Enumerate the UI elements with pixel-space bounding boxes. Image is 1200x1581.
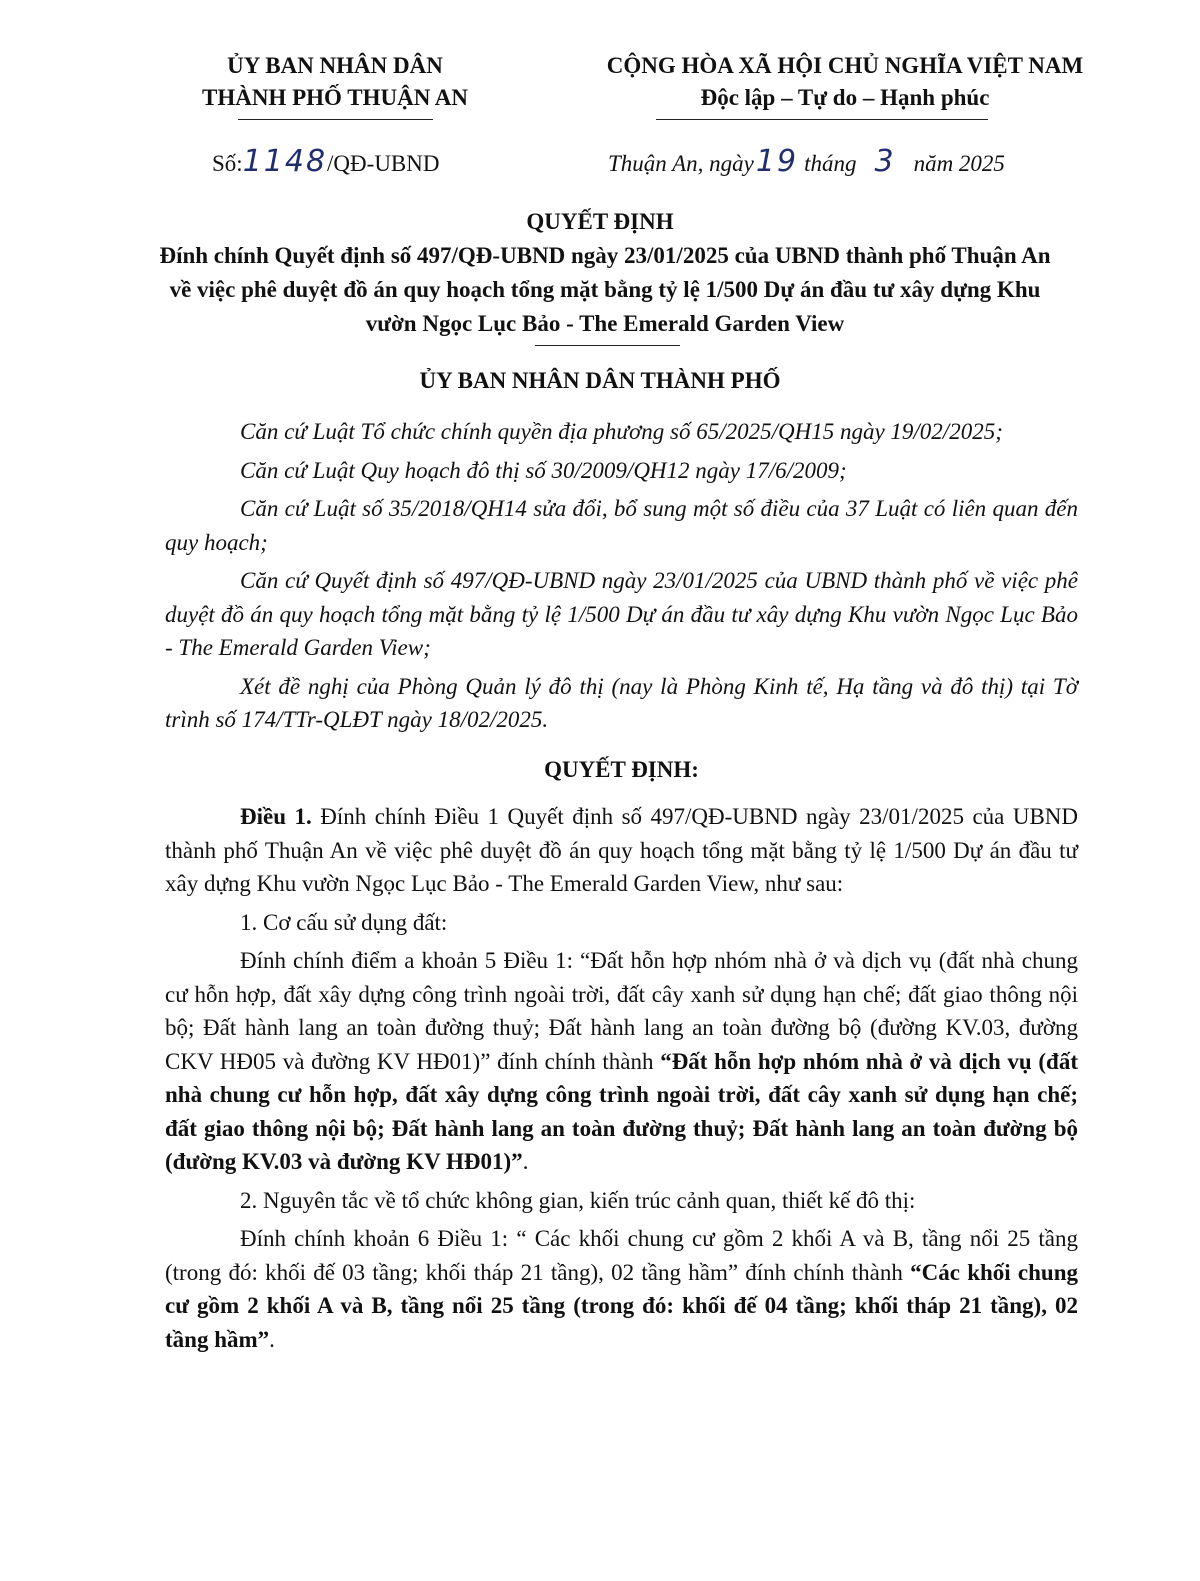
item-1-paragraph: [165, 944, 1078, 1179]
article-1-label: Điều 1.: [240, 804, 312, 829]
handwritten-day: 19: [755, 144, 799, 179]
document-subtitle: Đính chính Quyết định số 497/QĐ-UBND ngày 23/01/2025 của UBND thành phố Thuận An về việc phê duyệt đồ án quy hoạch tổng mặt bằng tỷ lệ 1/500 Dự án đầu tư xây dựng Khu vườn Ngọc Lục Bảo - The Emerald Garden View: [159, 243, 1051, 336]
item-2-heading: 2. Nguyên tắc về tổ chức không gian, kiến trúc cảnh quan, thiết kế đô thị:: [240, 1187, 916, 1213]
motto-underline: [656, 119, 988, 120]
item-2-text: Đính chính khoản 6 Điều 1: “ Các khối chung cư gồm 2 khối A và B, tầng nổi 25 tầng (trong đó: khối đế 03 tầng; khối tháp 21 tầng), 02 tầng hầm” đính chính thành: [165, 1226, 1078, 1285]
number-suffix: /QĐ-UBND: [327, 151, 440, 176]
article-1: [165, 800, 1078, 901]
handwritten-month: 3: [874, 144, 896, 179]
nation-line-2: Độc lập – Tự do – Hạnh phúc: [700, 85, 990, 110]
nation-line-1: CỘNG HÒA XÃ HỘI CHỦ NGHĨA VIỆT NAM: [606, 53, 1084, 78]
agency-line-1: ỦY BAN NHÂN DÂN: [227, 53, 443, 78]
handwritten-number: 1148: [242, 144, 328, 179]
item-2-paragraph: [165, 1222, 1078, 1356]
decision-heading: QUYẾT ĐỊNH:: [544, 756, 699, 782]
national-motto: [545, 50, 1145, 114]
date-suffix: năm 2025: [913, 151, 1005, 176]
item-1-text: Đính chính điểm a khoản 5 Điều 1: “Đất hỗn hợp nhóm nhà ở và dịch vụ (đất nhà chung cư hỗn hợp, đất xây dựng công trình ngoài trời, đất cây xanh sử dụng hạn chế; đất giao thông nội bộ; Đất hành lang an toàn đường thuỷ; Đất hành lang an toàn đường bộ (đường KV.03, đường CKV HĐ05 và đường KV HĐ01)” đính chính thành: [165, 948, 1078, 1074]
article-1-text: Đính chính Điều 1 Quyết định số 497/QĐ-UBND ngày 23/01/2025 của UBND thành phố Thuận An về việc phê duyệt đồ án quy hoạch tổng mặt bằng tỷ lệ 1/500 Dự án đầu tư xây dựng Khu vườn Ngọc Lục Bảo - The Emerald Garden View, như sau:: [165, 804, 1079, 896]
item-2-bold: “Các khối chung cư gồm 2 khối A và B, tầng nổi 25 tầng (trong đó: khối đế 04 tầng; khối tháp 21 tầng), 02 tầng hầm”: [165, 1259, 1078, 1352]
legal-basis-3: Căn cứ Luật số 35/2018/QH14 sửa đổi, bổ sung một số điều của 37 Luật có liên quan đến quy hoạch;: [165, 496, 1078, 555]
date-prefix: Thuận An, ngày: [608, 151, 754, 176]
item-1-heading: 1. Cơ cấu sử dụng đất:: [240, 909, 448, 935]
item-2-end: .: [269, 1326, 275, 1352]
legal-basis-2: Căn cứ Luật Quy hoạch đô thị số 30/2009/QH12 ngày 17/6/2009;: [240, 457, 847, 483]
date-mid: tháng: [804, 151, 857, 176]
agency-underline: [238, 119, 433, 120]
subtitle-underline: [535, 345, 680, 346]
item-1-end: .: [522, 1149, 529, 1174]
document-number: [212, 144, 440, 179]
legal-basis-5: Xét đề nghị của Phòng Quản lý đô thị (nay là Phòng Kinh tế, Hạ tầng và đô thị) tại Tờ trình số 174/TTr-QLĐT ngày 18/02/2025.: [165, 673, 1078, 732]
agency-line-2: THÀNH PHỐ THUẬN AN: [201, 85, 469, 110]
legal-basis-4: Căn cứ Quyết định số 497/QĐ-UBND ngày 23/01/2025 của UBND thành phố về việc phê duyệt đồ án quy hoạch tổng mặt bằng tỷ lệ 1/500 Dự án đầu tư xây dựng Khu vườn Ngọc Lục Bảo - The Emerald Garden View;: [165, 568, 1078, 660]
authority-heading: ỦY BAN NHÂN DÂN THÀNH PHỐ: [419, 368, 781, 393]
issuing-agency: [175, 50, 495, 114]
legal-basis-1: Căn cứ Luật Tổ chức chính quyền địa phương số 65/2025/QH15 ngày 19/02/2025;: [240, 419, 1003, 444]
document-body: [165, 415, 1078, 1361]
item-1-bold: “Đất hỗn hợp nhóm nhà ở và dịch vụ (đất nhà chung cư hỗn hợp, đất xây dựng công trình ngoài trời, đất cây xanh sử dụng hạn chế; đất giao thông nội bộ; Đất hành lang an toàn đường thuỷ; Đất hành lang an toàn đường bộ (đường KV.03 và đường KV HĐ01)”: [165, 1048, 1078, 1174]
number-prefix: Số:: [212, 151, 243, 176]
document-title: QUYẾT ĐỊNH: [526, 209, 674, 234]
issue-date: [608, 144, 1005, 179]
